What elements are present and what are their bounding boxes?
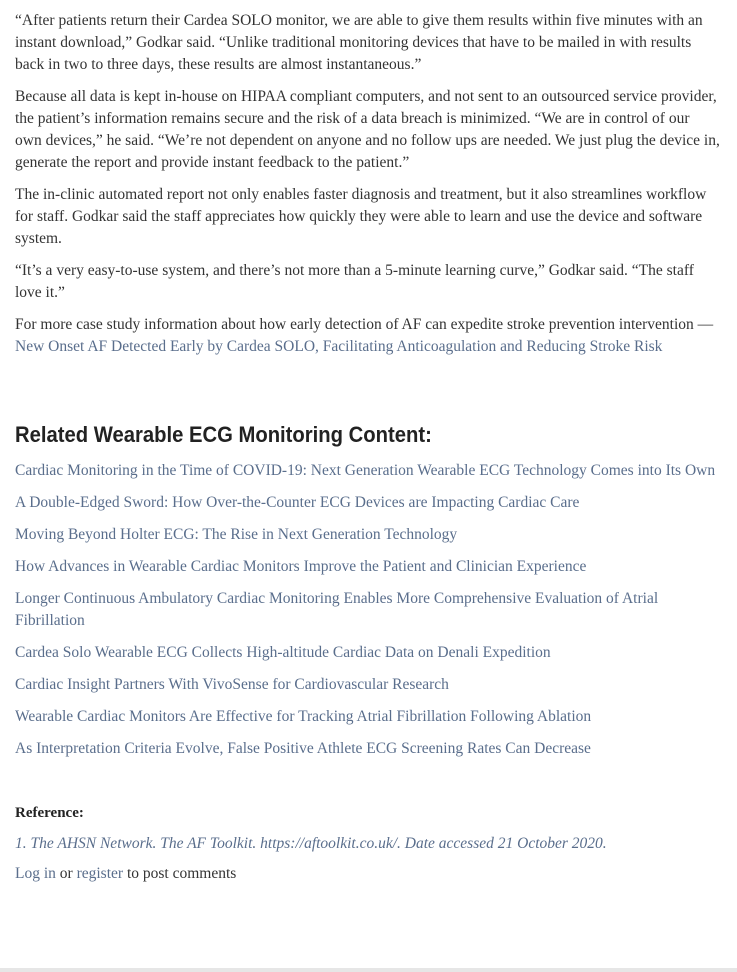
list-item	[15, 492, 720, 514]
login-link[interactable]: Log in	[15, 865, 56, 882]
case-study-link[interactable]: New Onset AF Detected Early by Cardea SOLO, Facilitating Anticoagulation and Reducing Stroke Risk	[15, 338, 663, 355]
case-study-paragraph	[15, 314, 720, 358]
related-link[interactable]: Longer Continuous Ambulatory Cardiac Monitoring Enables More Comprehensive Evaluation of Atrial Fibrillation	[15, 590, 659, 629]
reference-item	[15, 833, 720, 855]
related-link[interactable]: Moving Beyond Holter ECG: The Rise in Next Generation Technology	[15, 526, 458, 543]
footer-divider	[0, 968, 737, 972]
related-link[interactable]: How Advances in Wearable Cardiac Monitors Improve the Patient and Clinician Experience	[15, 558, 587, 575]
list-item	[15, 460, 720, 482]
list-item	[15, 674, 720, 696]
related-content-heading: Related Wearable ECG Monitoring Content:	[15, 422, 432, 447]
article-content	[15, 10, 720, 885]
list-item	[15, 642, 720, 664]
related-link[interactable]: Cardea Solo Wearable ECG Collects High-altitude Cardiac Data on Denali Expedition	[15, 644, 551, 661]
or-text: or	[55, 865, 77, 882]
post-comments-text: to post comments	[123, 865, 237, 882]
related-link[interactable]: Cardiac Insight Partners With VivoSense for Cardiovascular Research	[15, 676, 449, 693]
reference-heading: Reference:	[15, 805, 84, 821]
list-item	[15, 588, 720, 632]
related-link[interactable]: Cardiac Monitoring in the Time of COVID-19: Next Generation Wearable ECG Technology Comes into Its Own	[15, 462, 716, 479]
article-paragraph: Because all data is kept in-house on HIPAA compliant computers, and not sent to an outsourced service provider, the patient’s information remains secure and the risk of a data breach is minimized. “We are in control of our own devices,” he said. “We’re not dependent on anyone and no follow ups are needed. We just plug the device in, generate the report and provide instant feedback to the patient.”	[15, 88, 720, 171]
article-paragraph: “After patients return their Cardea SOLO monitor, we are able to give them results within five minutes with an instant download,” Godkar said. “Unlike traditional monitoring devices that have to be mailed in with results back in two to three days, these results are almost instantaneous.”	[15, 12, 703, 73]
list-item	[15, 524, 720, 546]
reference-link[interactable]: 1. The AHSN Network. The AF Toolkit. https://aftoolkit.co.uk/. Date accessed 21 October 2020.	[15, 835, 607, 852]
related-link[interactable]: As Interpretation Criteria Evolve, False Positive Athlete ECG Screening Rates Can Decrease	[15, 740, 591, 757]
related-link[interactable]: A Double-Edged Sword: How Over-the-Counter ECG Devices are Impacting Cardiac Care	[15, 494, 580, 511]
list-item	[15, 706, 720, 728]
list-item	[15, 738, 720, 760]
article-paragraph: “It’s a very easy-to-use system, and there’s not more than a 5-minute learning curve,” Godkar said. “The staff love it.”	[15, 262, 694, 301]
case-study-text: For more case study information about how early detection of AF can expedite stroke prevention intervention —	[15, 316, 714, 333]
related-links-list	[15, 460, 720, 760]
list-item	[15, 556, 720, 578]
article-paragraph: The in-clinic automated report not only enables faster diagnosis and treatment, but it also streamlines workflow for staff. Godkar said the staff appreciates how quickly they were able to learn and use the device and software system.	[15, 186, 707, 247]
register-link[interactable]: register	[76, 865, 124, 882]
login-prompt	[15, 863, 720, 885]
related-link[interactable]: Wearable Cardiac Monitors Are Effective for Tracking Atrial Fibrillation Following Ablation	[15, 708, 592, 725]
